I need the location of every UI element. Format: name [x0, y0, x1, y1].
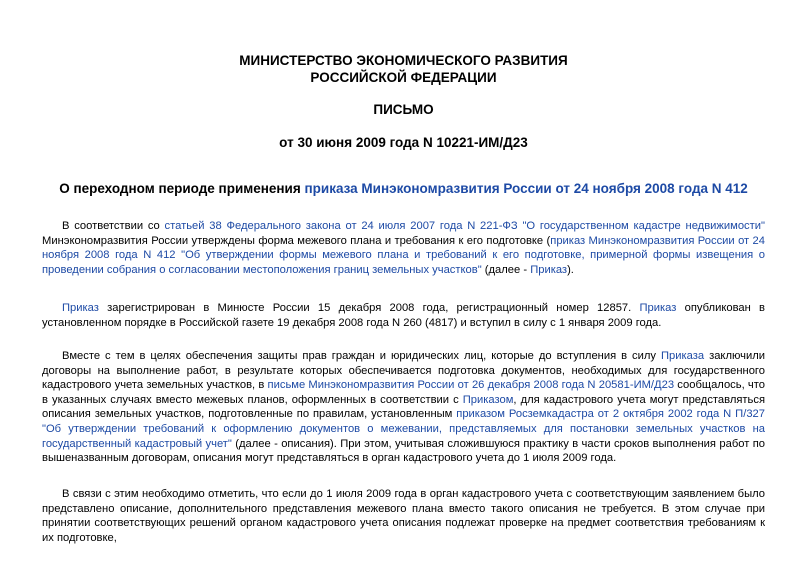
p1-text-2: Минэкономразвития России утверждены форма межевого плана и требования к его подготовке (: [42, 234, 551, 247]
org-name-line1: МИНИСТЕРСТВО ЭКОНОМИЧЕСКОГО РАЗВИТИЯ: [239, 53, 568, 68]
link-prikaz[interactable]: Приказ: [62, 302, 99, 314]
doc-date-number: от 30 июня 2009 года N 10221-ИМ/Д23: [279, 135, 528, 150]
paragraph-2: [42, 301, 765, 330]
p3-text-5: (далее - описания). При этом, учитывая сложившуюся практику в части сроков выполнения работ по вышеназванным договорам, описания могут представляться в орган кадастрового учета до 1 июля 2009 года.: [42, 437, 765, 465]
p3-text-1: Вместе с тем в целях обеспечения защиты прав граждан и юридических лиц, которые до вступления в силу: [62, 350, 661, 362]
p4-text-1: В связи с этим необходимо отметить, что если до 1 июля 2009 года в орган кадастрового учета с соответствующим заявлением было представлено описание, дополнительного представления межевого плана вместо такого описания не требуется. В этом случае при принятии соответствующих решений органом кадастрового учета описания подлежат проверке на предмет соответствия требованиям к их подготовке,: [42, 488, 765, 544]
p2-text-2: опубликован в установленном порядке в Российской газете 19 декабря 2008 года N 260 (4817) и вступил в силу с 1 января 2009 года.: [42, 302, 765, 329]
subject-text: О переходном периоде применения: [59, 181, 305, 196]
link-article-38-law-221[interactable]: статьей 38 Федерального закона от 24 июля 2007 года N 221-ФЗ "О государственном кадастре недвижимости": [164, 220, 765, 232]
doc-subject: [0, 180, 807, 197]
link-prikaz[interactable]: Приказ: [530, 263, 568, 276]
org-name-line2: РОССИЙСКОЙ ФЕДЕРАЦИИ: [310, 70, 497, 85]
p3-text-4: , для кадастрового учета могут представляться описания земельных участков, подготовленные по правилам, установленным: [42, 393, 766, 421]
p1-text-1: В соответствии со: [62, 220, 165, 232]
p2-text-1: зарегистрирован в Минюсте России 15 декабря 2008 года, регистрационный номер 12857.: [98, 302, 640, 314]
link-rosemkadastr-order-p327[interactable]: приказом Росземкадастра от 2 октября 2002 года N П/327 "Об утверждении требований к оформлению документов о межевании, представляемых для постановки земельных участков на государственный кадастровый учет": [42, 408, 765, 450]
link-prikaza[interactable]: Приказа: [661, 350, 705, 362]
p1-text-3: (далее -: [481, 263, 531, 276]
p1-text-4: ).: [567, 263, 574, 276]
p3-text-2: заключили договоры на выполнение работ, в результате которых обеспечивается подготовка документов, необходимых для государственного кадастрового учета земельных участков, в: [42, 350, 765, 392]
subject-link-order-412[interactable]: приказа Минэкономразвития России от 24 ноября 2008 года N 412: [304, 181, 748, 196]
doc-type: ПИСЬМО: [373, 102, 434, 117]
p3-text-3: сообщалось, что в указанных случаях вместо межевых планов, оформленных в соответствии с: [42, 379, 765, 406]
link-order-412[interactable]: приказ Минэкономразвития России от 24 ноября 2008 года N 412 "Об утверждении формы межевого плана и требований к его подготовке, примерной формы извещения о проведении собрания о согласовании местоположения границ земельных участков": [42, 234, 765, 276]
paragraph-3: [42, 349, 765, 466]
link-letter-20581[interactable]: письме Минэкономразвития России от 26 декабря 2008 года N 20581-ИМ/Д23: [267, 379, 675, 392]
paragraph-4: [42, 487, 765, 545]
paragraph-1: [42, 219, 765, 277]
link-prikazom[interactable]: Приказом: [462, 393, 514, 406]
link-prikaz[interactable]: Приказ: [639, 302, 677, 314]
